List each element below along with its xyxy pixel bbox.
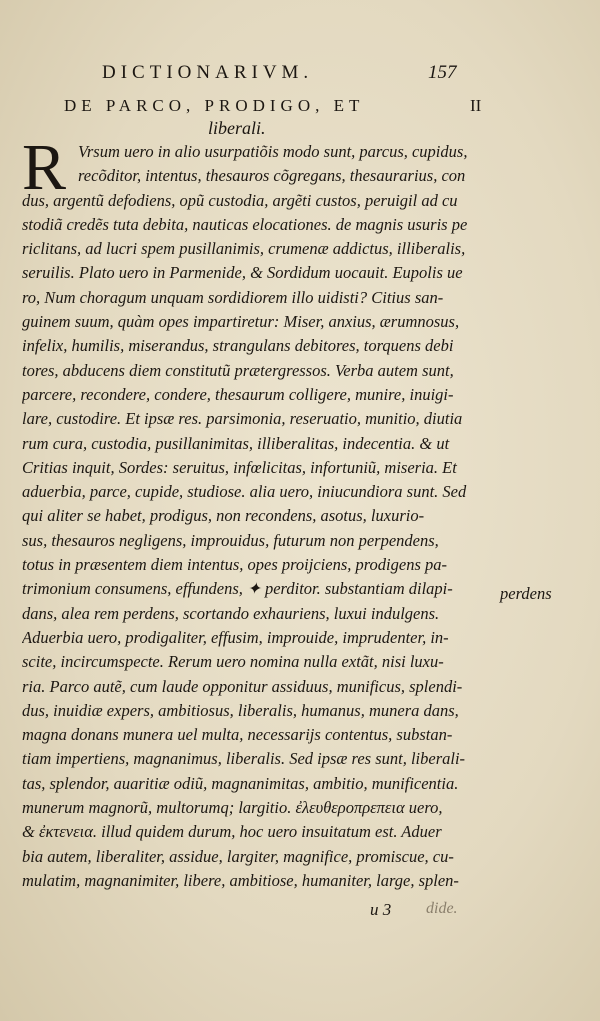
drop-cap: R [22, 131, 67, 204]
running-head: DICTIONARIVM. [102, 62, 314, 83]
page-footer [0, 900, 600, 930]
text-line: magna donans munera uel multa, necessarijs contentus, substan- [22, 725, 453, 745]
text-line: scite, incircumspecte. Rerum uero nomina nulla extãt, nisi luxu- [22, 652, 444, 672]
section-subtitle: liberali. [208, 118, 266, 138]
text-line: dus, inuidiæ expers, ambitiosus, liberalis, humanus, munera dans, [22, 700, 459, 720]
text-line: aduerbia, parce, cupide, studiose. alia uero, iniucundiora sunt. Sed [22, 482, 467, 502]
text-line: tiam impertiens, magnanimus, liberalis. Sed ipsæ res sunt, liberali- [22, 749, 466, 769]
text-line: ro, Num choragum unquam sordidiorem illo uidisti? Citius san- [22, 287, 444, 307]
signature-mark: u 3 [370, 900, 392, 919]
text-line: & ἐκτενεια. illud quidem durum, hoc uero insuitatum est. Aduer [22, 822, 442, 842]
text-line: dans, alea rem perdens, scortando exhauriens, luxui indulgens. [22, 603, 440, 623]
text-line: sus, thesauros negligens, improuidus, futurum non perpendens, [22, 530, 439, 550]
page-header [0, 62, 600, 92]
column-number: II [470, 96, 482, 115]
text-line: tas, splendor, auaritiæ odiũ, magnanimitas, ambitio, munificentia. [22, 773, 459, 793]
text-line: Critias inquit, Sordes: seruitus, infœlicitas, infortuniũ, miseria. Et [22, 457, 457, 477]
text-line: ria. Parco autẽ, cum laude opponitur assiduus, munificus, splendi- [22, 676, 463, 696]
text-line: parcere, recondere, condere, thesaurum colligere, munire, inuigi- [22, 384, 454, 404]
text-line: guinem suum, quàm opes impartiretur: Miser, anxius, ærumnosus, [22, 312, 460, 332]
text-line: seruilis. Plato uero in Parmenide, & Sordidum uocauit. Eupolis ue [22, 263, 463, 283]
folio-number: 157 [428, 62, 457, 83]
text-line: riclitans, ad lucri spem pusillanimis, crumenæ addictus, illiberalis, [22, 239, 466, 259]
text-line: lare, custodire. Et ipsæ res. parsimonia, reseruatio, munitio, diutia [22, 409, 463, 429]
text-line: bia autem, liberaliter, assidue, largiter, magnifice, promiscue, cu- [22, 846, 454, 866]
text-line: mulatim, magnanimiter, libere, ambitiose, humaniter, large, splen- [22, 870, 459, 890]
body-text [22, 131, 492, 893]
text-line: rum cura, custodia, pusillanimitas, illiberalitas, indecentia. & ut [22, 433, 450, 453]
text-line: Vrsum uero in alio usurpatiõis modo sunt, parcus, cupidus, [78, 142, 468, 161]
catchword: dide. [426, 900, 458, 917]
text-line: qui aliter se habet, prodigus, non recondens, asotus, luxurio- [22, 506, 425, 526]
text-line: totus in præsentem diem intentus, opes proijciens, prodigens pa- [22, 555, 447, 575]
text-line: recõditor, intentus, thesauros cõgregans, thesaurarius, con [78, 166, 466, 186]
text-line: tores, abducens diem constitutũ prætergressos. Verba autem sunt, [22, 360, 454, 380]
text-line: dus, argentũ defodiens, opũ custodia, argẽti custos, peruigil ad cu [22, 190, 458, 210]
text-line: Aduerbia uero, prodigaliter, effusim, improuide, imprudenter, in- [22, 627, 449, 647]
section-title: DE PARCO, PRODIGO, ET [64, 96, 365, 115]
margin-note: perdens [500, 584, 552, 603]
text-line: infelix, humilis, miserandus, strangulans debitores, torquens debi [22, 336, 454, 356]
text-line: stodiã credẽs tuta debita, nauticas elocationes. de magnis usuris pe [22, 214, 468, 234]
text-line: munerum magnorũ, multorumq; largitio. ἐλευθεροπρεπεια uero, [22, 798, 443, 818]
text-line: trimonium consumens, effundens, ✦ perditor. substantiam dilapi- [22, 579, 453, 599]
